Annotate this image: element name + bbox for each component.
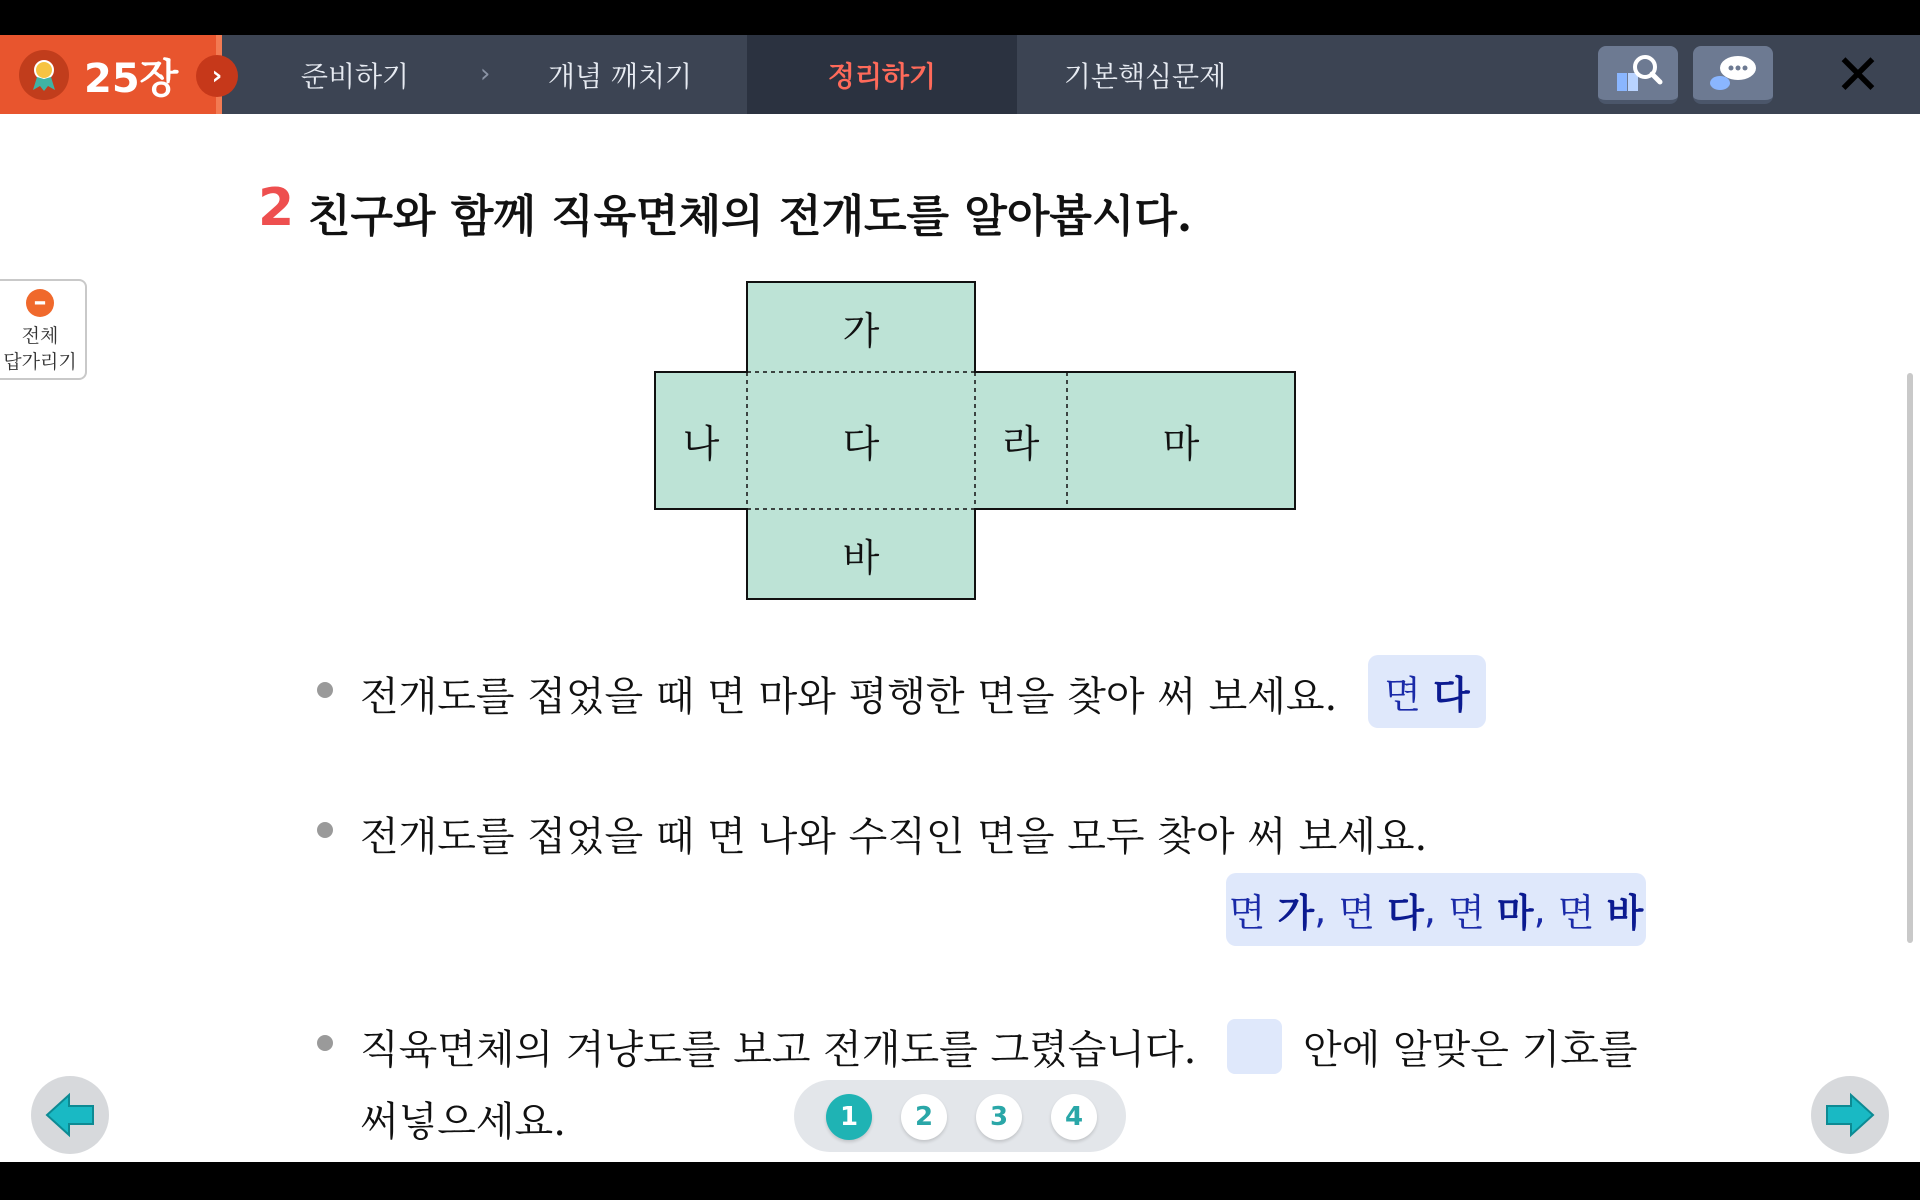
arrow-right-icon [1823, 1092, 1877, 1138]
top-navigation-bar [0, 35, 1920, 114]
answer-face: 바 [1606, 891, 1644, 935]
chat-icon [1706, 53, 1760, 93]
chapter-label: 25장 [84, 56, 179, 102]
minus-icon: – [26, 289, 54, 317]
answer-face: 마 [1496, 891, 1534, 935]
question-title: 친구와 함께 직육면체의 전개도를 알아봅시다. [308, 191, 1193, 242]
answer-face: 다 [1387, 891, 1424, 935]
lesson-content [0, 114, 1920, 1162]
net-face-ma: 마 [1067, 372, 1295, 509]
bullet [317, 822, 333, 838]
answer-prefix: 면 [1228, 891, 1266, 935]
page-dot-4[interactable]: 4 [1051, 1094, 1097, 1140]
tab-concept[interactable]: 개념 깨치기 [547, 59, 693, 93]
close-icon[interactable]: ✕ [1834, 43, 1882, 108]
chapter-header [0, 35, 222, 114]
chevron-right-icon[interactable]: › [196, 55, 238, 97]
page-indicator [794, 1080, 1126, 1152]
bullet [317, 682, 333, 698]
bullet [317, 1035, 333, 1051]
item-3-text-a: 직육면체의 겨냥도를 보고 전개도를 그렸습니다. [360, 1027, 1197, 1073]
answer-face: 다 [1433, 673, 1470, 717]
net-face-ba: 바 [747, 509, 975, 599]
next-page-button[interactable] [1811, 1076, 1889, 1154]
tab-prepare[interactable]: 준비하기 [300, 59, 410, 93]
tab-summary[interactable]: 정리하기 [747, 35, 1017, 114]
scrollbar[interactable] [1907, 373, 1913, 943]
medal-icon [19, 50, 69, 100]
item-2-text: 전개도를 접었을 때 면 나와 수직인 면을 모두 찾아 써 보세요. [360, 814, 1428, 860]
question-number: 2 [258, 178, 295, 238]
answer-prefix: 면 [1384, 673, 1421, 717]
answer-face: 가 [1277, 891, 1315, 935]
answer-box-empty[interactable] [1227, 1019, 1282, 1074]
item-1-answer[interactable] [1368, 655, 1486, 728]
previous-page-button[interactable] [31, 1076, 109, 1154]
answer-prefix: 면 [1338, 891, 1376, 935]
answer-prefix: 면 [1448, 891, 1485, 935]
arrow-left-icon [43, 1092, 97, 1138]
net-face-da: 다 [747, 372, 975, 509]
search-book-button[interactable] [1598, 46, 1678, 104]
page-dot-2[interactable]: 2 [901, 1094, 947, 1140]
net-face-ra: 라 [975, 372, 1067, 509]
answer-prefix: 면 [1557, 891, 1595, 935]
tab-core-problems[interactable]: 기본핵심문제 [1063, 59, 1227, 93]
hide-all-answers-label: 전체 답가리기 [3, 325, 77, 373]
page-dot-1[interactable]: 1 [826, 1094, 872, 1140]
page-dot-3[interactable]: 3 [976, 1094, 1022, 1140]
net-face-ga: 가 [747, 282, 975, 372]
breadcrumb-separator: › [480, 59, 491, 89]
item-2-answer[interactable]: 면 가 , 면 다 , 면 마 , 면 바 [1226, 873, 1646, 946]
item-1-text: 전개도를 접었을 때 면 마와 평행한 면을 찾아 써 보세요. [360, 674, 1338, 720]
item-3-text-b: 안에 알맞은 기호를 [1303, 1027, 1638, 1073]
search-book-icon [1611, 53, 1665, 93]
hide-all-answers-toggle[interactable] [0, 279, 87, 380]
net-face-na: 나 [655, 372, 747, 509]
item-3-text-line2: 써넣으세요. [360, 1099, 566, 1145]
chat-button[interactable] [1693, 46, 1773, 104]
